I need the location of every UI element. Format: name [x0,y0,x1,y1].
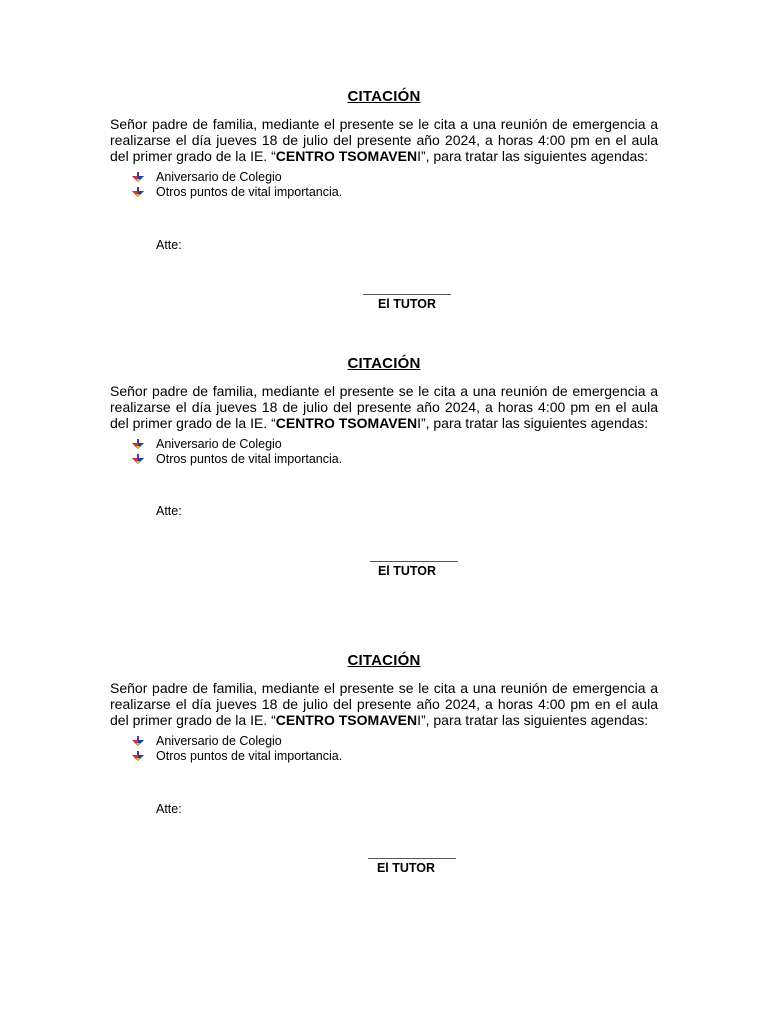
citation-body [110,680,658,728]
citation-body-start: Señor padre de familia, mediante el presente se le cita a una reunión de emergencia a realizarse el día jueves 18 de julio del presente año 2024, a horas 4:00 pm en el aula del primer grado de la IE. “ [110,680,658,728]
citation-body-end: I”, para tratar las siguientes agendas: [417,148,649,164]
agenda-item-label: Aniversario de Colegio [156,734,282,748]
signature-line [363,294,451,295]
agenda-item [132,749,658,764]
colored-arrow-bullet-icon [132,751,144,762]
agenda-list [110,170,658,200]
agenda-item [132,185,658,200]
citation-body-end: I”, para tratar las siguientes agendas: [417,415,649,431]
colored-arrow-bullet-icon [132,172,144,183]
citation-block-3 [110,652,658,875]
colored-arrow-bullet-icon [132,439,144,450]
citation-block-2 [110,355,658,578]
agenda-item-label: Otros puntos de vital importancia. [156,749,343,763]
agenda-item-label: Otros puntos de vital importancia. [156,452,343,466]
school-name: CENTRO TSOMAVEN [275,415,418,431]
signature-block [365,858,459,875]
colored-arrow-bullet-icon [132,454,144,465]
school-name: CENTRO TSOMAVEN [275,712,418,728]
agenda-item [132,452,658,467]
citation-body-end: I”, para tratar las siguientes agendas: [417,712,649,728]
agenda-list [110,734,658,764]
signature-block [360,294,454,311]
signature-label: El TUTOR [376,861,436,875]
atte-label: Atte: [156,238,182,252]
atte-label: Atte: [156,504,182,518]
citation-title: CITACIÓN [347,652,421,669]
agenda-item [132,437,658,452]
citation-block-1 [110,88,658,311]
agenda-list [110,437,658,467]
signature-line [370,561,458,562]
colored-arrow-bullet-icon [132,187,144,198]
agenda-item-label: Aniversario de Colegio [156,437,282,451]
agenda-item-label: Otros puntos de vital importancia. [156,185,343,199]
citation-title: CITACIÓN [347,355,421,372]
colored-arrow-bullet-icon [132,736,144,747]
atte-label: Atte: [156,802,182,816]
citation-body [110,383,658,431]
citation-body-start: Señor padre de familia, mediante el presente se le cita a una reunión de emergencia a realizarse el día jueves 18 de julio del presente año 2024, a horas 4:00 pm en el aula del primer grado de la IE. “ [110,383,658,431]
agenda-item-label: Aniversario de Colegio [156,170,282,184]
school-name: CENTRO TSOMAVEN [275,148,418,164]
signature-label: El TUTOR [377,297,437,311]
signature-block [367,561,461,578]
citation-body [110,116,658,164]
agenda-item [132,170,658,185]
signature-line [368,858,456,859]
signature-label: El TUTOR [377,564,437,578]
citation-title: CITACIÓN [347,88,421,105]
agenda-item [132,734,658,749]
citation-body-start: Señor padre de familia, mediante el presente se le cita a una reunión de emergencia a realizarse el día jueves 18 de julio del presente año 2024, a horas 4:00 pm en el aula del primer grado de la IE. “ [110,116,658,164]
